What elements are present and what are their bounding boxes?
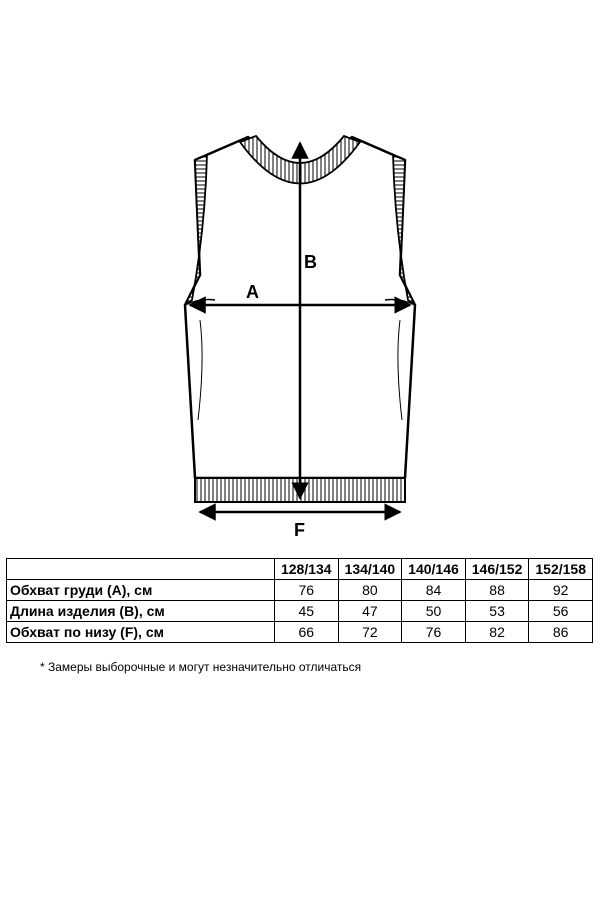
table-cell: 47: [338, 601, 402, 622]
size-header: 152/158: [529, 559, 593, 580]
size-header: 134/140: [338, 559, 402, 580]
table-row: [7, 601, 593, 622]
table-cell: 72: [338, 622, 402, 643]
table-cell: 86: [529, 622, 593, 643]
size-header-row: [7, 559, 593, 580]
table-cell: 66: [275, 622, 339, 643]
table-cell: 88: [465, 580, 529, 601]
table-row: [7, 580, 593, 601]
size-table: [6, 558, 593, 643]
size-header: 146/152: [465, 559, 529, 580]
row-label: Длина изделия (В), см: [7, 601, 275, 622]
label-a: A: [246, 282, 259, 302]
table-cell: 82: [465, 622, 529, 643]
table-cell: 76: [402, 622, 466, 643]
table-cell: 56: [529, 601, 593, 622]
table-cell: 50: [402, 601, 466, 622]
table-cell: 92: [529, 580, 593, 601]
label-f: F: [294, 520, 305, 540]
table-row: [7, 622, 593, 643]
table-cell: 84: [402, 580, 466, 601]
size-header: 140/146: [402, 559, 466, 580]
table-cell: 80: [338, 580, 402, 601]
label-b: B: [304, 252, 317, 272]
size-header: 128/134: [275, 559, 339, 580]
table-cell: 45: [275, 601, 339, 622]
table-cell: 53: [465, 601, 529, 622]
row-label: Обхват по низу (F), см: [7, 622, 275, 643]
size-header-corner: [7, 559, 275, 580]
row-label: Обхват груди (А), см: [7, 580, 275, 601]
measurement-note: * Замеры выборочные и могут незначительно отличаться: [40, 660, 362, 674]
table-cell: 76: [275, 580, 339, 601]
